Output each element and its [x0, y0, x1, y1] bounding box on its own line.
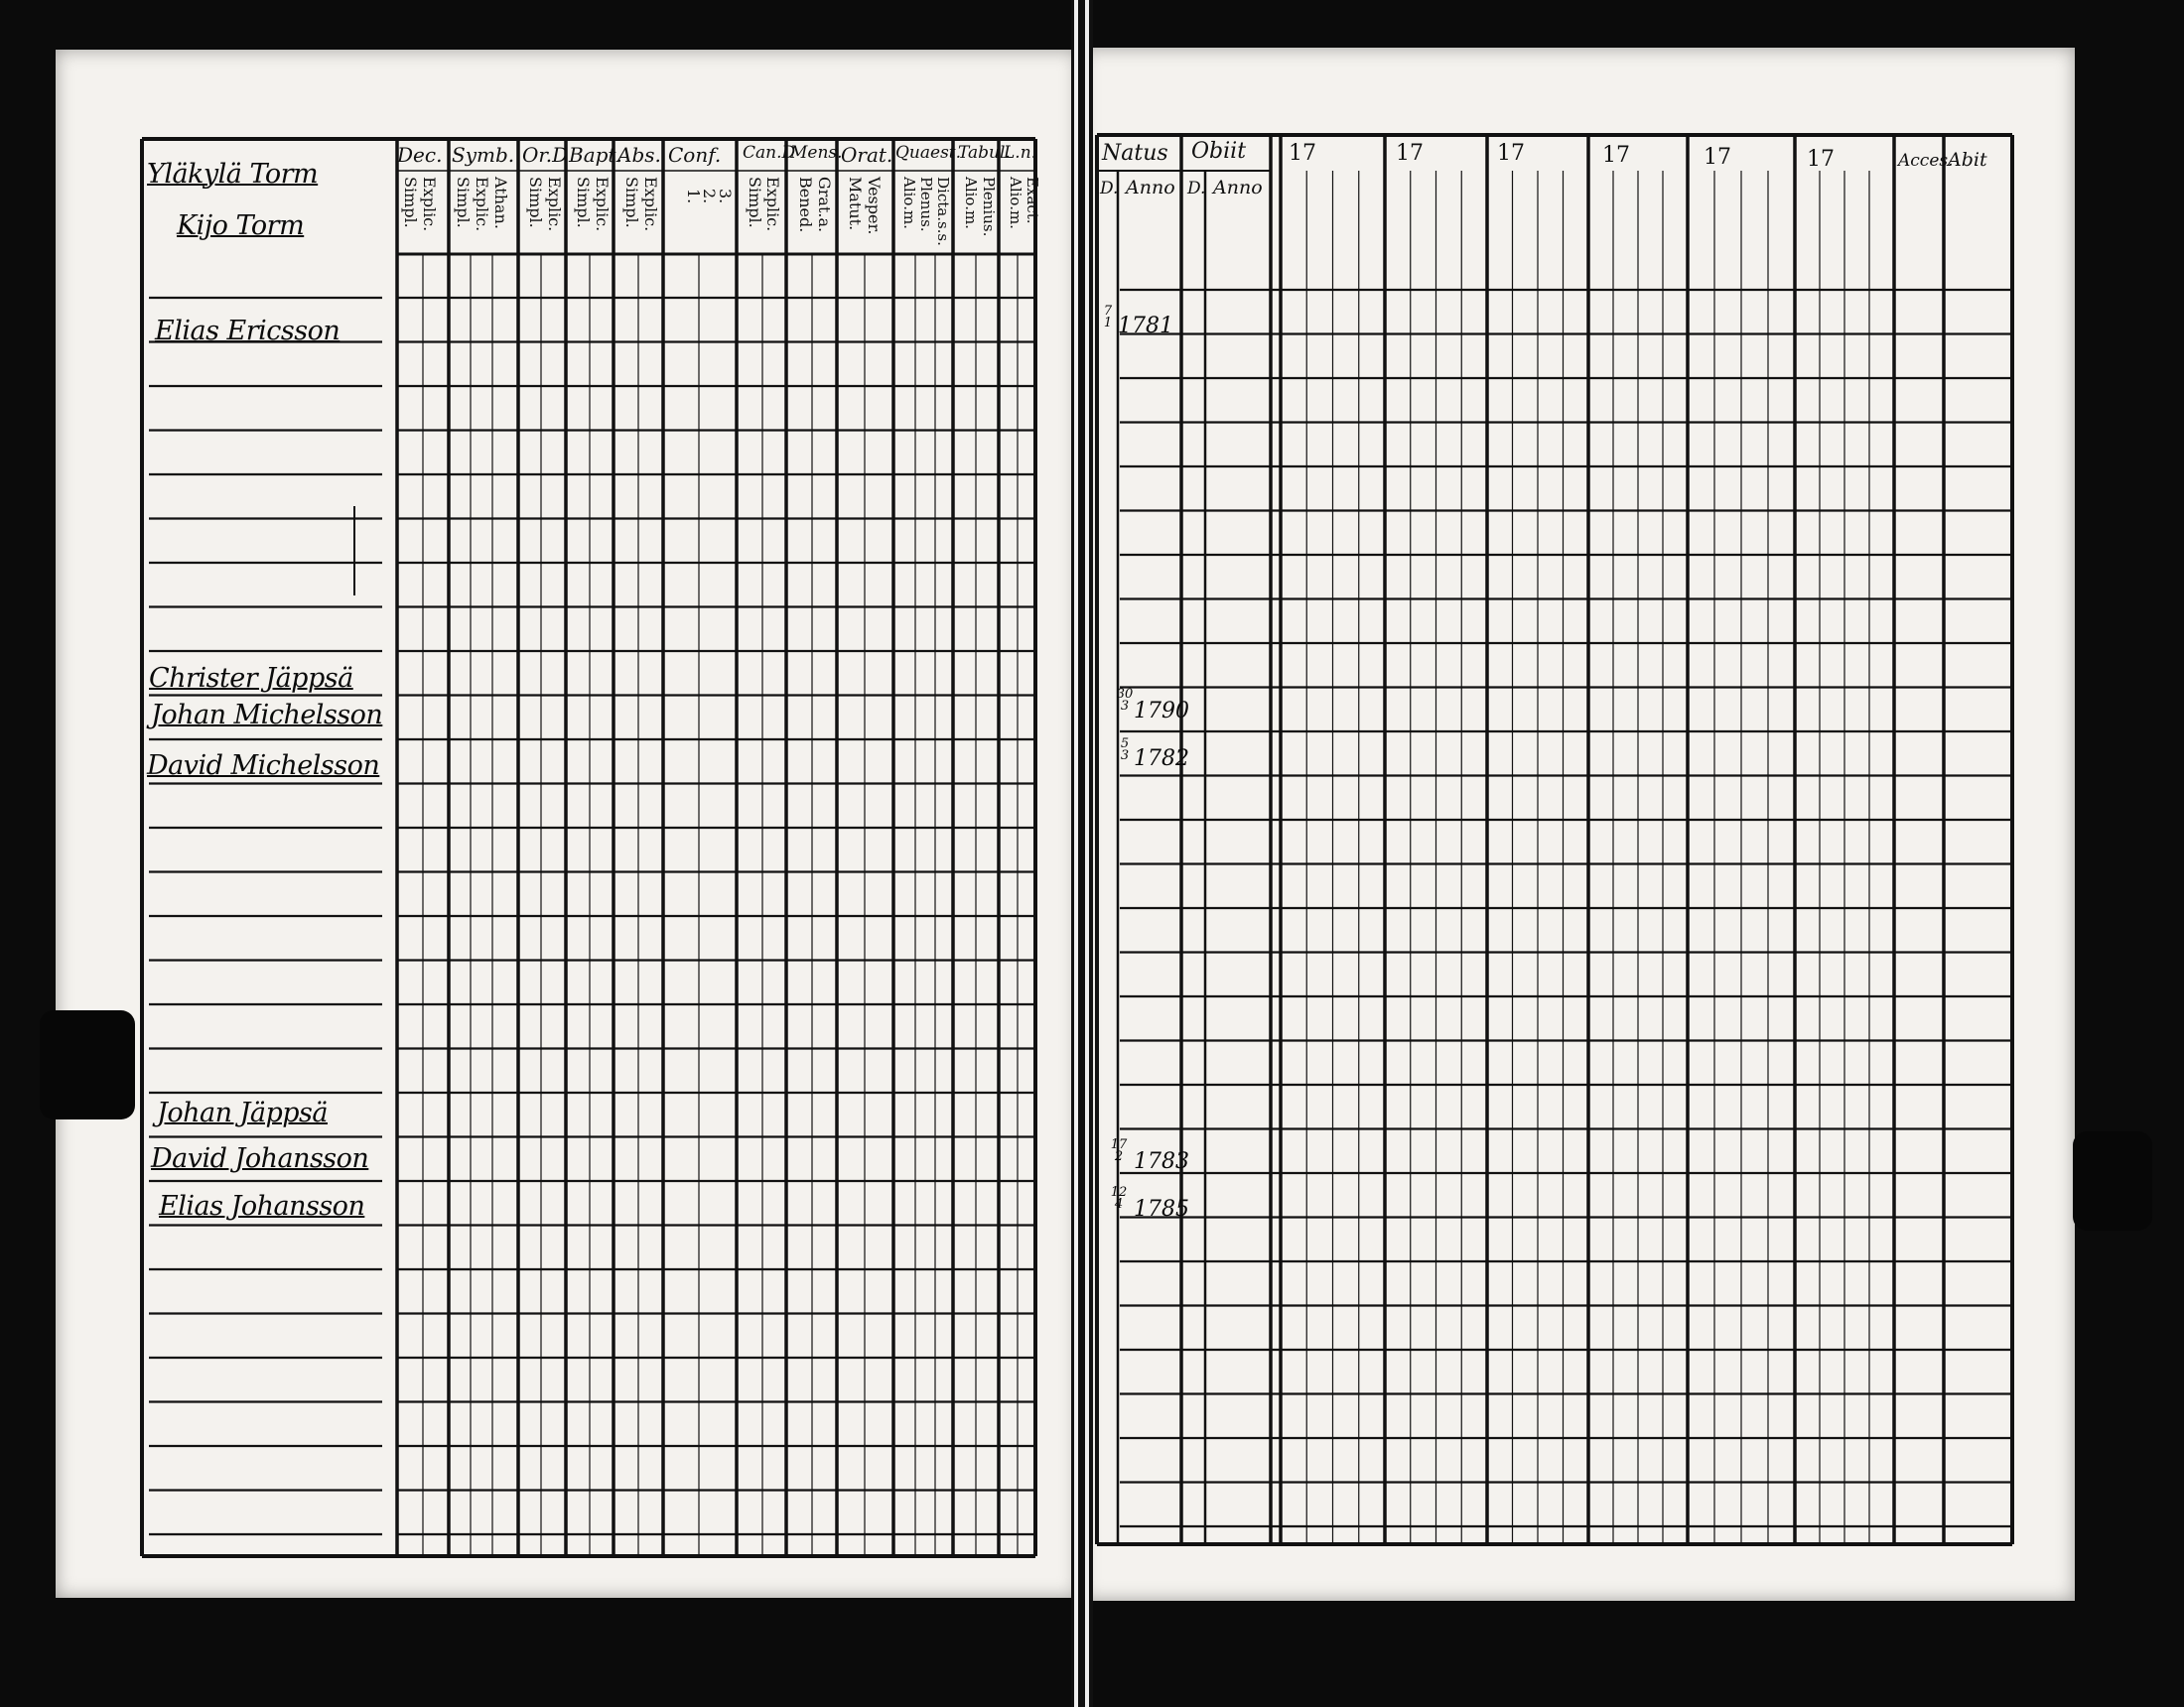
header-obiit: Obiit — [1191, 139, 1247, 164]
sub-ln-exact: Exact. — [1024, 177, 1041, 224]
sub-conf-1: 1. — [684, 189, 703, 204]
header-bapt: Bapt. — [569, 143, 622, 167]
sub-bapt-explic: Explic. — [593, 177, 612, 232]
birth-day-fraction: 5 3 — [1120, 736, 1130, 763]
header-accessit: Acces. — [1898, 151, 1954, 171]
group-title-line-1: Yläkylä Torm — [147, 159, 319, 190]
header-mens: Mens. — [790, 143, 843, 163]
birth-year: 1782 — [1134, 746, 1189, 771]
sub-conf-3: 3. — [716, 189, 735, 204]
sub-dec-explic: Explic. — [420, 177, 439, 232]
header-tabul: Tabul. — [958, 143, 1011, 163]
header-natus-year: Anno — [1126, 177, 1175, 198]
header-quaest: Quaest. — [895, 143, 962, 163]
sub-abs-explic: Explic. — [641, 177, 660, 232]
sub-cand-explic: Explic. — [763, 177, 782, 232]
birth-day-fraction: 12 4 — [1110, 1185, 1128, 1212]
sub-symb-athan: Athan. — [491, 177, 510, 229]
sub-mens-bened: Bened. — [796, 177, 815, 233]
header-orat: Orat. — [841, 143, 893, 167]
sub-quaest-alio: Alio.m. — [900, 177, 918, 229]
header-ln: L.n. — [1004, 143, 1037, 163]
sub-orat-vesper: Vesper. — [865, 177, 884, 235]
sub-tabul-alio: Alio.m. — [962, 177, 980, 229]
sub-ord-simpl: Simpl. — [526, 177, 545, 228]
sub-cand-simpl: Simpl. — [746, 177, 764, 228]
header-year-17: 17 — [1289, 141, 1316, 166]
name-entry: David Johansson — [151, 1143, 369, 1174]
group-title-line-2: Kijo Torm — [177, 210, 305, 241]
header-conf: Conf. — [668, 143, 722, 167]
header-obiit-day: D. — [1187, 179, 1206, 198]
header-ord: Or.D — [522, 143, 569, 167]
header-abiit: Abit — [1948, 149, 1987, 171]
birth-day-fraction: 30 3 — [1116, 687, 1134, 714]
birth-day-fraction: 7 1 — [1103, 304, 1113, 330]
header-year-17: 17 — [1602, 143, 1630, 168]
header-year-17: 17 — [1704, 145, 1731, 170]
header-year-17: 17 — [1807, 147, 1835, 172]
sub-orat-matut: Matut. — [846, 177, 865, 231]
birth-year: 1783 — [1134, 1149, 1189, 1174]
birth-year: 1790 — [1134, 699, 1189, 723]
name-entry: Johan Michelsson — [151, 700, 383, 730]
birth-day-fraction: 17 2 — [1110, 1137, 1128, 1164]
birth-year: 1781 — [1118, 314, 1173, 338]
sub-ord-explic: Explic. — [545, 177, 564, 232]
sub-bapt-simpl: Simpl. — [574, 177, 593, 228]
header-dec: Dec. — [397, 143, 443, 167]
header-cand: Can.D — [743, 143, 796, 163]
header-natus: Natus — [1102, 141, 1168, 166]
sub-tabul-plenius: Plenius. — [980, 177, 998, 237]
header-year-17: 17 — [1497, 141, 1525, 166]
header-abs: Abs. — [617, 143, 661, 167]
sub-ln-alio: Alio.m. — [1007, 177, 1024, 229]
header-natus-day: D. — [1100, 179, 1119, 198]
header-symb: Symb. — [452, 143, 515, 167]
name-entry: Christer Jäppsä — [149, 663, 353, 694]
sub-mens-grat: Grat.a. — [815, 177, 834, 233]
sub-quaest-dicta: Dicta.s.s. — [934, 177, 952, 246]
sub-dec-simpl: Simpl. — [401, 177, 420, 228]
sub-symb-simpl: Simpl. — [454, 177, 473, 228]
birth-year: 1785 — [1134, 1197, 1189, 1222]
name-entry: Johan Jäppsä — [157, 1098, 328, 1128]
sub-conf-2: 2. — [700, 189, 719, 204]
header-obiit-year: Anno — [1213, 177, 1263, 198]
sub-symb-explic: Explic. — [473, 177, 491, 232]
name-entry: Elias Ericsson — [155, 316, 341, 346]
header-year-17: 17 — [1396, 141, 1424, 166]
name-entry: David Michelsson — [147, 750, 380, 781]
sub-quaest-plenus: Plenus. — [917, 177, 935, 232]
name-entry: Elias Johansson — [159, 1191, 365, 1222]
sub-abs-simpl: Simpl. — [622, 177, 641, 228]
